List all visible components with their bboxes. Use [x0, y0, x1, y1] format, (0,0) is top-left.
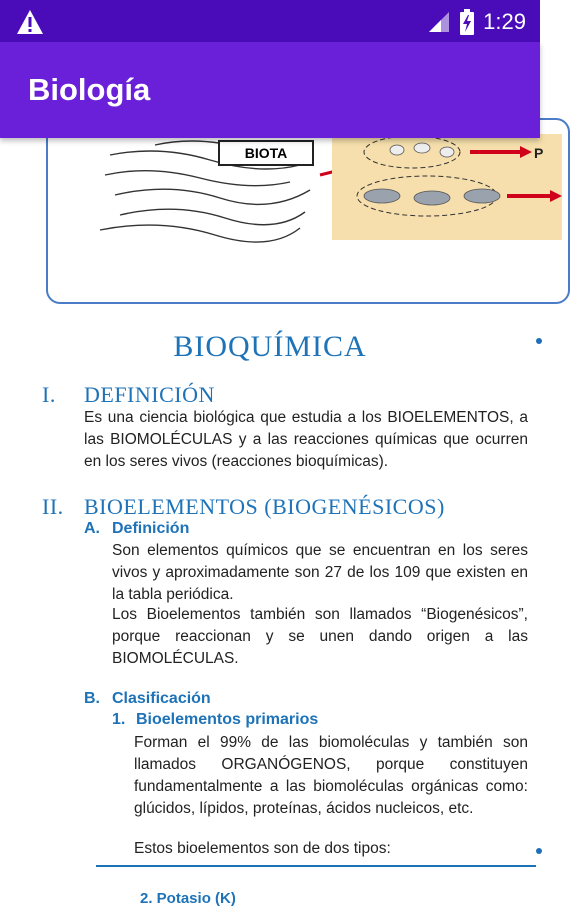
subsection-clasificacion-heading [84, 690, 211, 708]
section-number: I. [42, 382, 56, 407]
app-bar [0, 42, 540, 138]
subsection-title: Clasificación [112, 690, 211, 707]
subsection-letter: A. [84, 520, 100, 537]
ecosystem-board [332, 134, 562, 240]
biota-label: BIOTA [218, 140, 314, 166]
section-title: BIOELEMENTOS (BIOGENÉSICOS) [84, 494, 445, 519]
signal-icon [427, 10, 451, 34]
section-definicion-heading [42, 382, 215, 408]
item-primarios-heading [112, 711, 318, 729]
bioelementos-definition-text: Son elementos químicos que se encuentran en los seres vivos y aproximadamente son 27 de los 109 que existen en la tabla periódica. [112, 542, 528, 603]
status-bar [0, 0, 540, 42]
primarios-text: Forman el 99% de las biomoléculas y también son llamados ORGANÓGENOS, porque constituyen fundamentalmente a las biomoléculas orgánicas como: glúcidos, lípidos, proteínas, ácidos nucleicos, etc. [134, 734, 528, 817]
document-view[interactable] [0, 138, 544, 907]
biogenesicos-text: Los Bioelementos también son llamados “Biogenésicos”, porque reaccionan y se unen dando origen a las BIOMOLÉCULAS. [112, 606, 528, 667]
section-title: DEFINICIÓN [84, 382, 215, 407]
page-title: BIOQUÍMICA [173, 330, 367, 363]
clock: 1:29 [483, 9, 526, 34]
item-number: 1. [112, 711, 126, 728]
battery-icon [459, 9, 475, 35]
partial-next-item: 2. Potasio (K) [140, 890, 236, 907]
warning-icon [16, 9, 44, 35]
section-bioelementos-heading [42, 494, 445, 520]
subsection-definicion-heading [84, 520, 189, 538]
section-number: II. [42, 494, 64, 519]
page-divider [96, 865, 536, 867]
subsection-letter: B. [84, 690, 100, 707]
item-title: Bioelementos primarios [136, 711, 319, 728]
margin-bullet [536, 848, 542, 854]
svg-text:P: P [534, 145, 544, 161]
subsection-title: Definición [112, 520, 190, 537]
app-title: Biología [28, 72, 151, 107]
definition-paragraph: Es una ciencia biológica que estudia a los BIOELEMENTOS, a las BIOMOLÉCULAS y a las reacciones químicas que ocurren en los seres vivos (reacciones bioquímicas). [84, 409, 528, 470]
tipos-text: Estos bioelementos son de dos tipos: [134, 840, 391, 857]
